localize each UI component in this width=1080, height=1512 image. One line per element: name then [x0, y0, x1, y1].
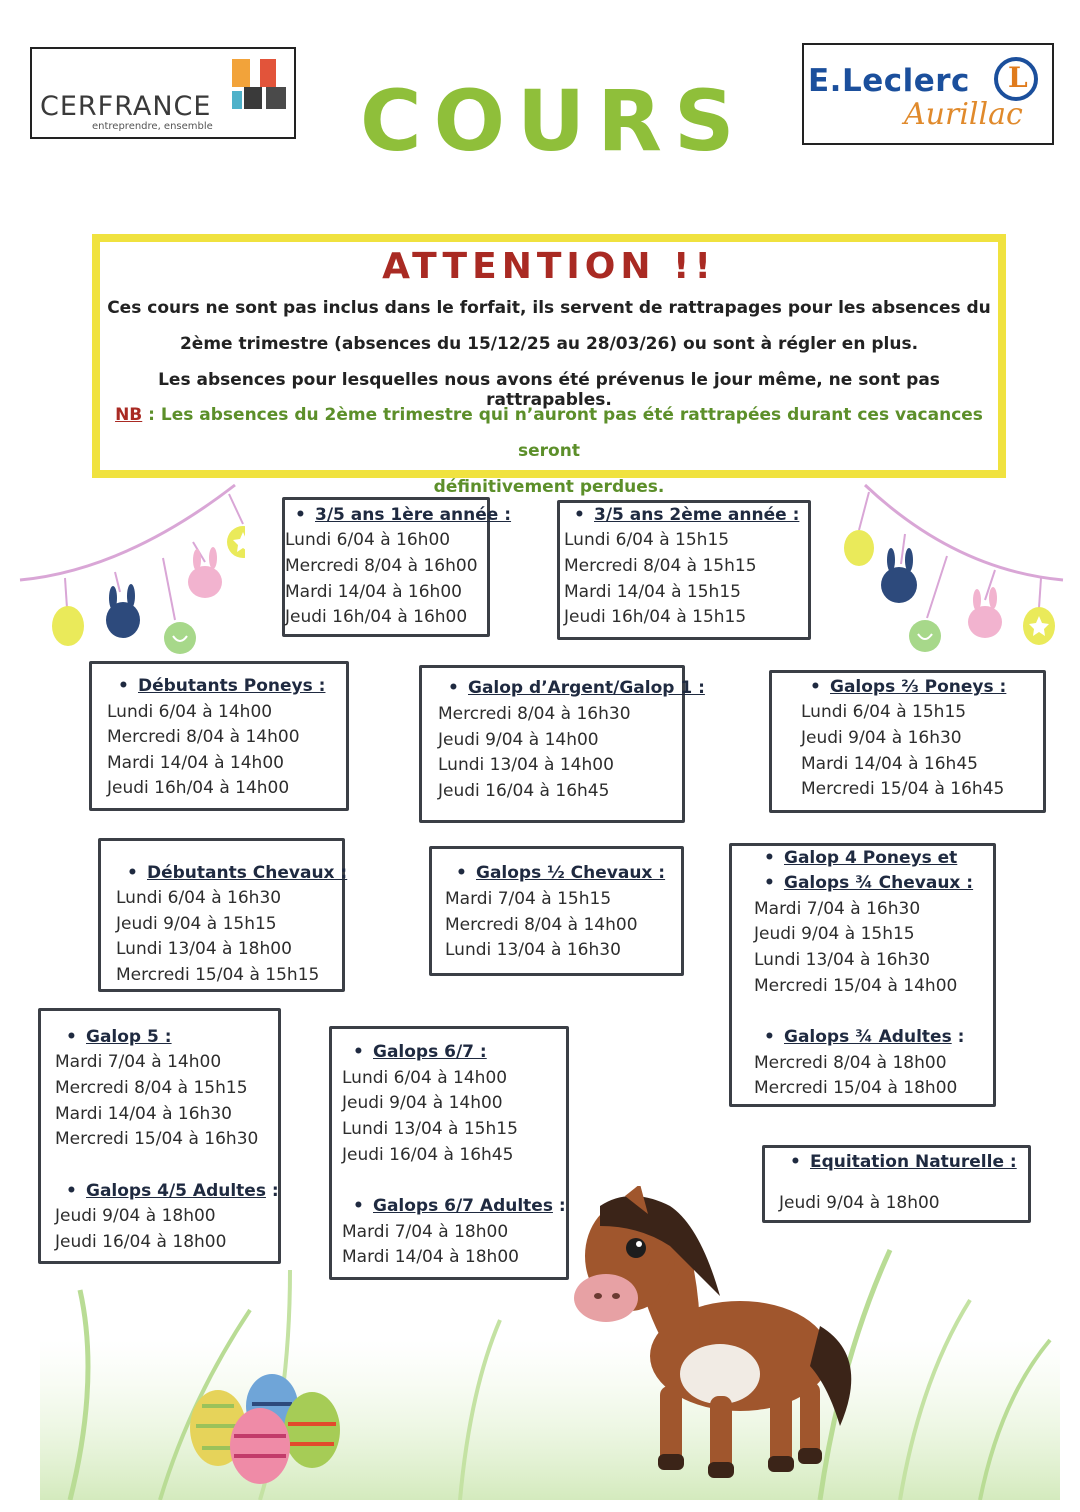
schedule-line: Mardi 7/04 à 16h30: [754, 899, 921, 919]
schedule-box-galops-2-3-poneys: [769, 670, 1046, 813]
schedule-line: Mercredi 8/04 à 18h00: [754, 1053, 947, 1073]
schedule-line: Jeudi 16/04 à 16h45: [342, 1145, 514, 1165]
nb-text-2: définitivement perdues.: [433, 477, 665, 497]
schedule-line: Lundi 13/04 à 14h00: [438, 755, 614, 775]
nb-text: Les absences du 2ème trimestre qui n’auront pas été rattrapées durant ces vacances seront: [160, 405, 983, 461]
schedule-line: Lundi 13/04 à 16h30: [754, 950, 930, 970]
easter-bunting-left-icon: [15, 480, 245, 660]
group-heading: • Galops 6/7 :: [353, 1042, 487, 1062]
schedule-line: Lundi 6/04 à 15h15: [801, 702, 967, 722]
schedule-line: Lundi 6/04 à 14h00: [342, 1068, 508, 1088]
nb-label: NB: [115, 405, 143, 425]
cerfrance-logo: [30, 47, 296, 139]
schedule-line: Jeudi 16h/04 à 15h15: [564, 607, 747, 627]
sub-group-heading: • Galops ¾ Adultes :: [764, 1027, 964, 1047]
schedule-line: Mercredi 8/04 à 15h15: [564, 556, 757, 576]
attention-line-1: Ces cours ne sont pas inclus dans le forfait, ils servent de rattrapages pour les absences du: [107, 298, 991, 318]
schedule-line: Mardi 14/04 à 16h45: [801, 754, 978, 774]
schedule-box-debutants-poneys: [89, 661, 349, 811]
schedule-line: Mercredi 15/04 à 16h45: [801, 779, 1005, 799]
attention-line-2: 2ème trimestre (absences du 15/12/25 au 28/03/26) ou sont à régler en plus.: [179, 334, 919, 354]
group-heading: • Débutants Poneys :: [118, 676, 325, 696]
group-heading: • Equitation Naturelle :: [790, 1152, 1017, 1172]
leclerc-circle-icon: L: [994, 57, 1038, 101]
group-heading: • Débutants Chevaux :: [127, 863, 347, 883]
nb-sep: :: [142, 405, 161, 425]
schedule-line: Mercredi 15/04 à 18h00: [754, 1078, 958, 1098]
group-heading: • 3/5 ans 1ère année :: [295, 505, 511, 525]
sub-group-heading: • Galops 4/5 Adultes :: [66, 1181, 279, 1201]
cerfrance-wordmark: CERFRANCE: [40, 91, 212, 122]
schedule-box-debutants-chevaux: [98, 838, 348, 992]
schedule-box-galop-argent-galop-1: [419, 665, 705, 823]
schedule-box-galop-5: [38, 1008, 281, 1264]
schedule-line: Lundi 6/04 à 15h15: [564, 530, 730, 550]
schedule-line: Mardi 14/04 à 16h00: [285, 582, 462, 602]
leclerc-logo: [802, 43, 1054, 145]
schedule-line: Mardi 14/04 à 16h30: [55, 1104, 232, 1124]
group-heading: • Galop d’Argent/Galop 1 :: [448, 678, 705, 698]
schedule-box-3-5-ans-2eme: [557, 500, 811, 640]
schedule-line: Jeudi 9/04 à 15h15: [116, 914, 277, 934]
page-title: COURS: [360, 72, 747, 170]
schedule-line: Mercredi 8/04 à 14h00: [445, 915, 638, 935]
schedule-box-equitation-naturelle: [762, 1145, 1031, 1223]
schedule-line: Mercredi 15/04 à 16h30: [55, 1129, 259, 1149]
schedule-line: Mardi 7/04 à 15h15: [445, 889, 612, 909]
schedule-line: Jeudi 9/04 à 15h15: [754, 924, 915, 944]
schedule-line: Jeudi 16/04 à 18h00: [55, 1232, 227, 1252]
schedule-line: Lundi 6/04 à 16h30: [116, 888, 282, 908]
easter-eggs-icon: [186, 1366, 346, 1486]
schedule-line: Jeudi 16h/04 à 16h00: [285, 607, 468, 627]
easter-bunting-right-icon: [835, 480, 1070, 660]
cerfrance-tagline: entreprendre, ensemble: [92, 121, 213, 132]
leclerc-city: Aurillac: [904, 97, 1023, 132]
schedule-box-galop-4-poneys-galops-3-4-chevaux: [729, 843, 996, 1107]
schedule-box-galops-6-7: [329, 1026, 569, 1280]
group-heading: • Galop 4 Poneys et: [764, 848, 957, 868]
schedule-line: Lundi 13/04 à 15h15: [342, 1119, 518, 1139]
schedule-line: Jeudi 16h/04 à 14h00: [107, 778, 290, 798]
attention-box: [92, 234, 1006, 497]
group-heading: • Galop 5 :: [66, 1027, 172, 1047]
schedule-line: Jeudi 9/04 à 18h00: [779, 1193, 940, 1213]
schedule-line: Mardi 7/04 à 18h00: [342, 1222, 509, 1242]
schedule-line: Mardi 14/04 à 14h00: [107, 753, 284, 773]
schedule-line: Jeudi 9/04 à 14h00: [342, 1093, 503, 1113]
schedule-line: Jeudi 16/04 à 16h45: [438, 781, 610, 801]
schedule-line: Mardi 7/04 à 14h00: [55, 1052, 222, 1072]
schedule-line: Mercredi 8/04 à 15h15: [55, 1078, 248, 1098]
group-heading: • Galops ½ Chevaux :: [456, 863, 665, 883]
schedule-line: Mardi 14/04 à 18h00: [342, 1247, 519, 1267]
schedule-line: Mercredi 8/04 à 16h30: [438, 704, 631, 724]
schedule-line: Mardi 14/04 à 15h15: [564, 582, 741, 602]
schedule-line: Mercredi 8/04 à 16h00: [285, 556, 478, 576]
group-heading: • Galops ⅔ Poneys :: [810, 677, 1006, 697]
schedule-line: Mercredi 15/04 à 15h15: [116, 965, 320, 985]
attention-title: ATTENTION !!: [382, 246, 716, 287]
sub-group-heading: • Galops 6/7 Adultes :: [353, 1196, 566, 1216]
schedule-line: Lundi 13/04 à 18h00: [116, 939, 292, 959]
schedule-box-3-5-ans-1ere: [282, 497, 512, 637]
schedule-line: Mercredi 15/04 à 14h00: [754, 976, 958, 996]
schedule-line: Lundi 6/04 à 16h00: [285, 530, 451, 550]
schedule-line: Jeudi 9/04 à 16h30: [801, 728, 962, 748]
schedule-line: Jeudi 9/04 à 18h00: [55, 1206, 216, 1226]
group-heading: • 3/5 ans 2ème année :: [574, 505, 799, 525]
schedule-line: Mercredi 8/04 à 14h00: [107, 727, 300, 747]
schedule-line: Lundi 13/04 à 16h30: [445, 940, 621, 960]
cerfrance-mark-icon: [232, 59, 292, 119]
schedule-box-galops-1-2-chevaux: [429, 846, 684, 976]
leclerc-wordmark: E.Leclerc: [808, 63, 970, 99]
group-heading-2: • Galops ¾ Chevaux :: [764, 873, 973, 893]
pony-illustration-icon: [570, 1186, 860, 1486]
schedule-line: Lundi 6/04 à 14h00: [107, 702, 273, 722]
attention-line-3: Les absences pour lesquelles nous avons été prévenus le jour même, ne sont pas rattrapables.: [158, 370, 940, 410]
schedule-line: Jeudi 9/04 à 14h00: [438, 730, 599, 750]
